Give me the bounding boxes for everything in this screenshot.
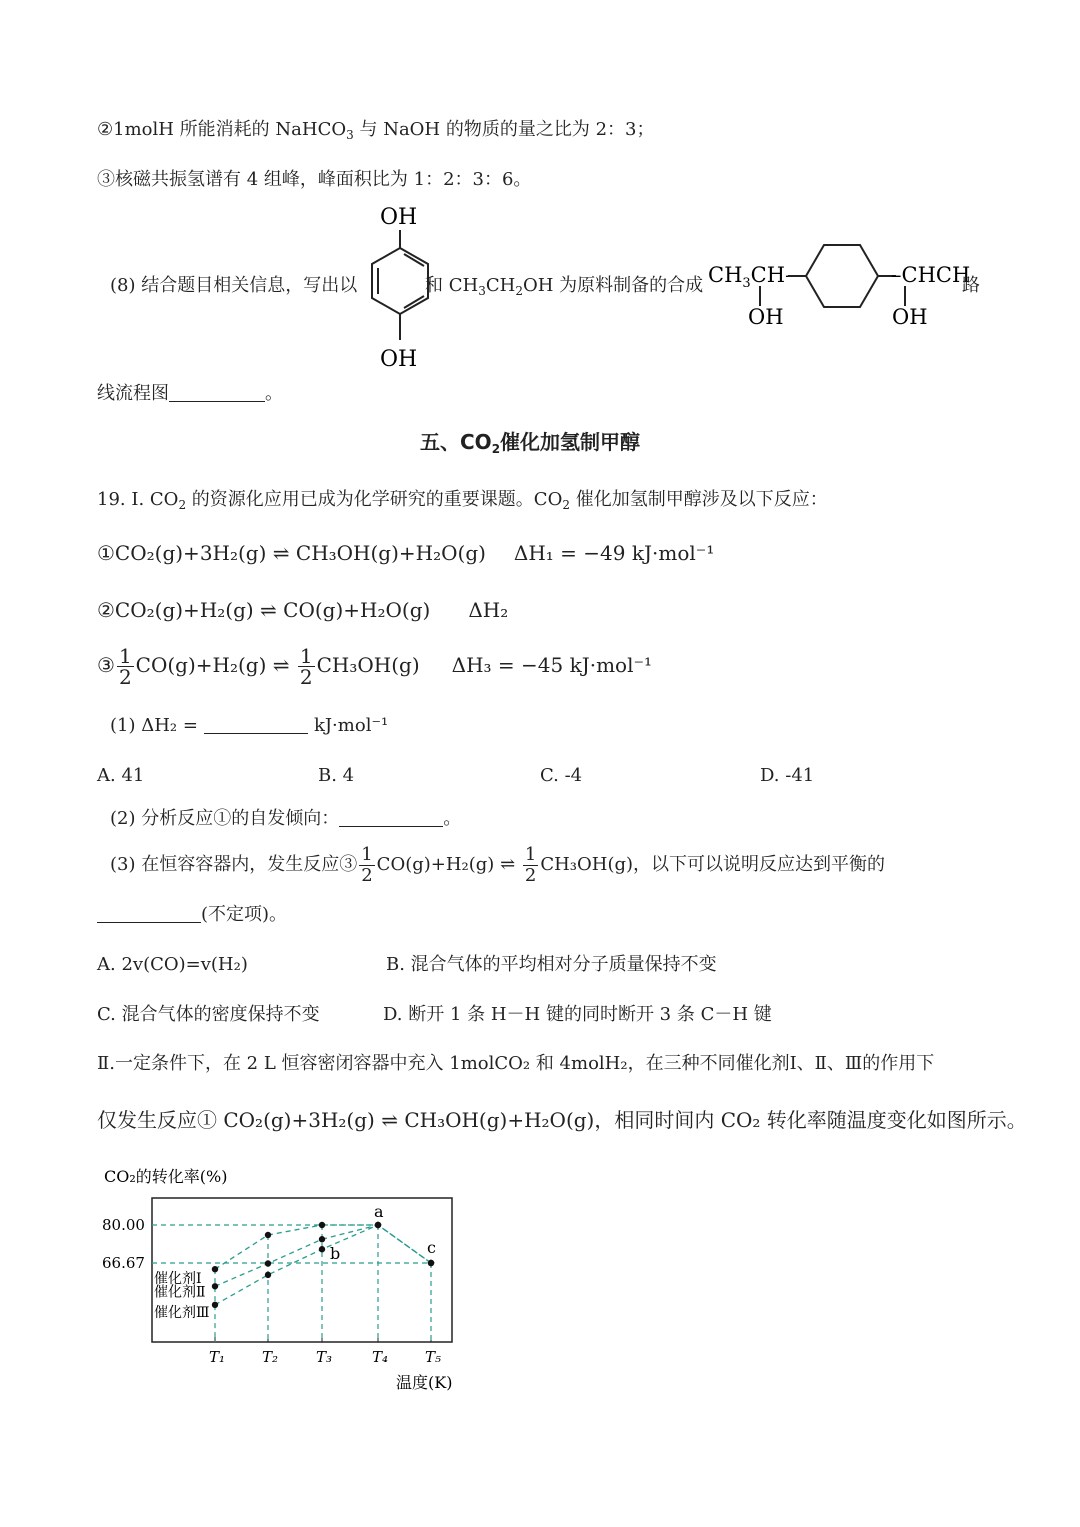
series-label: 催化剂Ⅱ [154, 1284, 206, 1301]
x-tick-label: T₁ [209, 1348, 226, 1366]
q19-intro: 19. Ⅰ. $CO_2$ 的资源化应用已成为化学研究的重要课题。$CO_2$ 催化加氢制甲醇涉及以下反应： [97, 489, 828, 512]
target-diol-structure [708, 240, 970, 340]
data-point [319, 1222, 325, 1228]
q3-option-a[interactable]: A. 2v(CO)=v(H₂) [97, 954, 248, 975]
reaction-2: ②CO₂(g)+H₂(g) ⇌ CO(g)+H₂O(g) ΔH₂ [97, 598, 509, 622]
q19-sub-2: (2) 分析反应①的自发倾向： 。 [110, 808, 462, 829]
x-tick-label: T₅ [425, 1348, 442, 1366]
mol-right-oh-right: OH [892, 305, 928, 329]
data-point [319, 1246, 325, 1252]
point-label-c: c [427, 1238, 436, 1257]
answer-blank-8[interactable] [169, 383, 265, 402]
x-axis-label: 温度(K) [396, 1373, 453, 1392]
mol-right-left-group: $CH_3CH-$ [708, 263, 796, 291]
data-point [428, 1260, 434, 1266]
data-point [319, 1236, 325, 1242]
answer-blank-3[interactable] [97, 904, 201, 923]
q18-item-3: ③核磁共振氢谱有 4 组峰，峰面积比为 1：2：3：6。 [97, 169, 532, 190]
part2-line-2: 仅发生反应① CO₂(g)+3H₂(g) ⇌ CH₃OH(g)+H₂O(g)，相同时间内 CO₂ 转化率随温度变化如图所示。 [97, 1108, 1027, 1132]
q1-option-a[interactable]: A. 41 [97, 765, 145, 786]
q1-option-c[interactable]: C. -4 [540, 765, 583, 786]
point-label-b: b [330, 1244, 341, 1264]
reaction-1: ①CO₂(g)+3H₂(g) ⇌ CH₃OH(g)+H₂O(g) ΔH₁ = −49 kJ·mol⁻¹ [97, 541, 715, 565]
x-tick-label: T₄ [372, 1348, 389, 1366]
q3-option-d[interactable]: D. 断开 1 条 H－H 键的同时断开 3 条 C－H 键 [383, 1004, 772, 1025]
data-point [265, 1232, 271, 1238]
point-label-a: a [374, 1202, 384, 1221]
data-point [212, 1283, 218, 1289]
mol-right-oh-left: OH [748, 305, 784, 329]
q19-sub-1: (1) ΔH₂ = kJ·mol⁻¹ [110, 715, 389, 736]
q1-option-d[interactable]: D. -41 [760, 765, 815, 786]
y-axis-label: CO₂的转化率(%) [104, 1167, 228, 1186]
co2-conversion-chart [96, 1160, 476, 1400]
y-tick-label: 66.67 [102, 1254, 145, 1272]
q18-item-2: ②1molH 所能消耗的 NaHCO$_3$ 与 NaOH 的物质的量之比为 2：3； [97, 119, 655, 142]
data-point [212, 1302, 218, 1308]
data-point [375, 1222, 381, 1228]
section-title: 五、$CO_2$催化加氢制甲醇 [420, 430, 641, 456]
reaction-3: ③ $\frac{1}{2}$ CO(g)+H₂(g) ⇌ $\frac{1}{2}$ CH₃OH(g) ΔH₃ = −45 kJ·mol⁻¹ [97, 644, 653, 689]
x-tick-label: T₃ [316, 1348, 333, 1366]
benzene-ring [372, 230, 428, 340]
answer-blank-2[interactable] [339, 808, 443, 827]
q3-option-b[interactable]: B. 混合气体的平均相对分子质量保持不变 [386, 954, 717, 975]
series-label: 催化剂Ⅲ [154, 1304, 210, 1321]
q1-option-b[interactable]: B. 4 [318, 765, 355, 786]
series-line-2 [215, 1225, 431, 1286]
mol-right-right-group: –CHCH [891, 263, 970, 287]
data-point [265, 1260, 271, 1266]
part2-line-1: Ⅱ.一定条件下，在 2 L 恒容密闭容器中充入 1molCO₂ 和 4molH₂，在三种不同催化剂Ⅰ、Ⅱ、Ⅲ的作用下 [97, 1053, 935, 1074]
mol-left-oh-top: OH [380, 205, 418, 230]
answer-blank-1[interactable] [204, 715, 308, 734]
q18-item-8-text-2: 和 $CH_3CH_2OH$ 为原料制备的合成 [425, 275, 704, 298]
q3-option-c[interactable]: C. 混合气体的密度保持不变 [97, 1004, 320, 1025]
series-label: 催化剂Ⅰ [154, 1271, 202, 1288]
y-tick-label: 80.00 [102, 1216, 145, 1234]
data-point [265, 1272, 271, 1278]
q18-item-8-text-3: 路 [962, 275, 980, 296]
q19-sub-3-line-2: (不定项)。 [97, 903, 287, 927]
q18-item-8-line-2: 线流程图 。 [97, 383, 283, 404]
data-point [212, 1266, 218, 1272]
q18-item-8-text-1: (8) 结合题目相关信息，写出以 [110, 275, 358, 296]
q19-sub-3: (3) 在恒容容器内，发生反应③ $\frac{1}{2}$ CO(g)+H₂(g) ⇌ $\frac{1}{2}$ CH₃OH(g)，以下可以说明反应达到平衡的 [110, 843, 886, 886]
mol-left-oh-bottom: OH [380, 347, 418, 372]
x-tick-label: T₂ [262, 1348, 279, 1366]
